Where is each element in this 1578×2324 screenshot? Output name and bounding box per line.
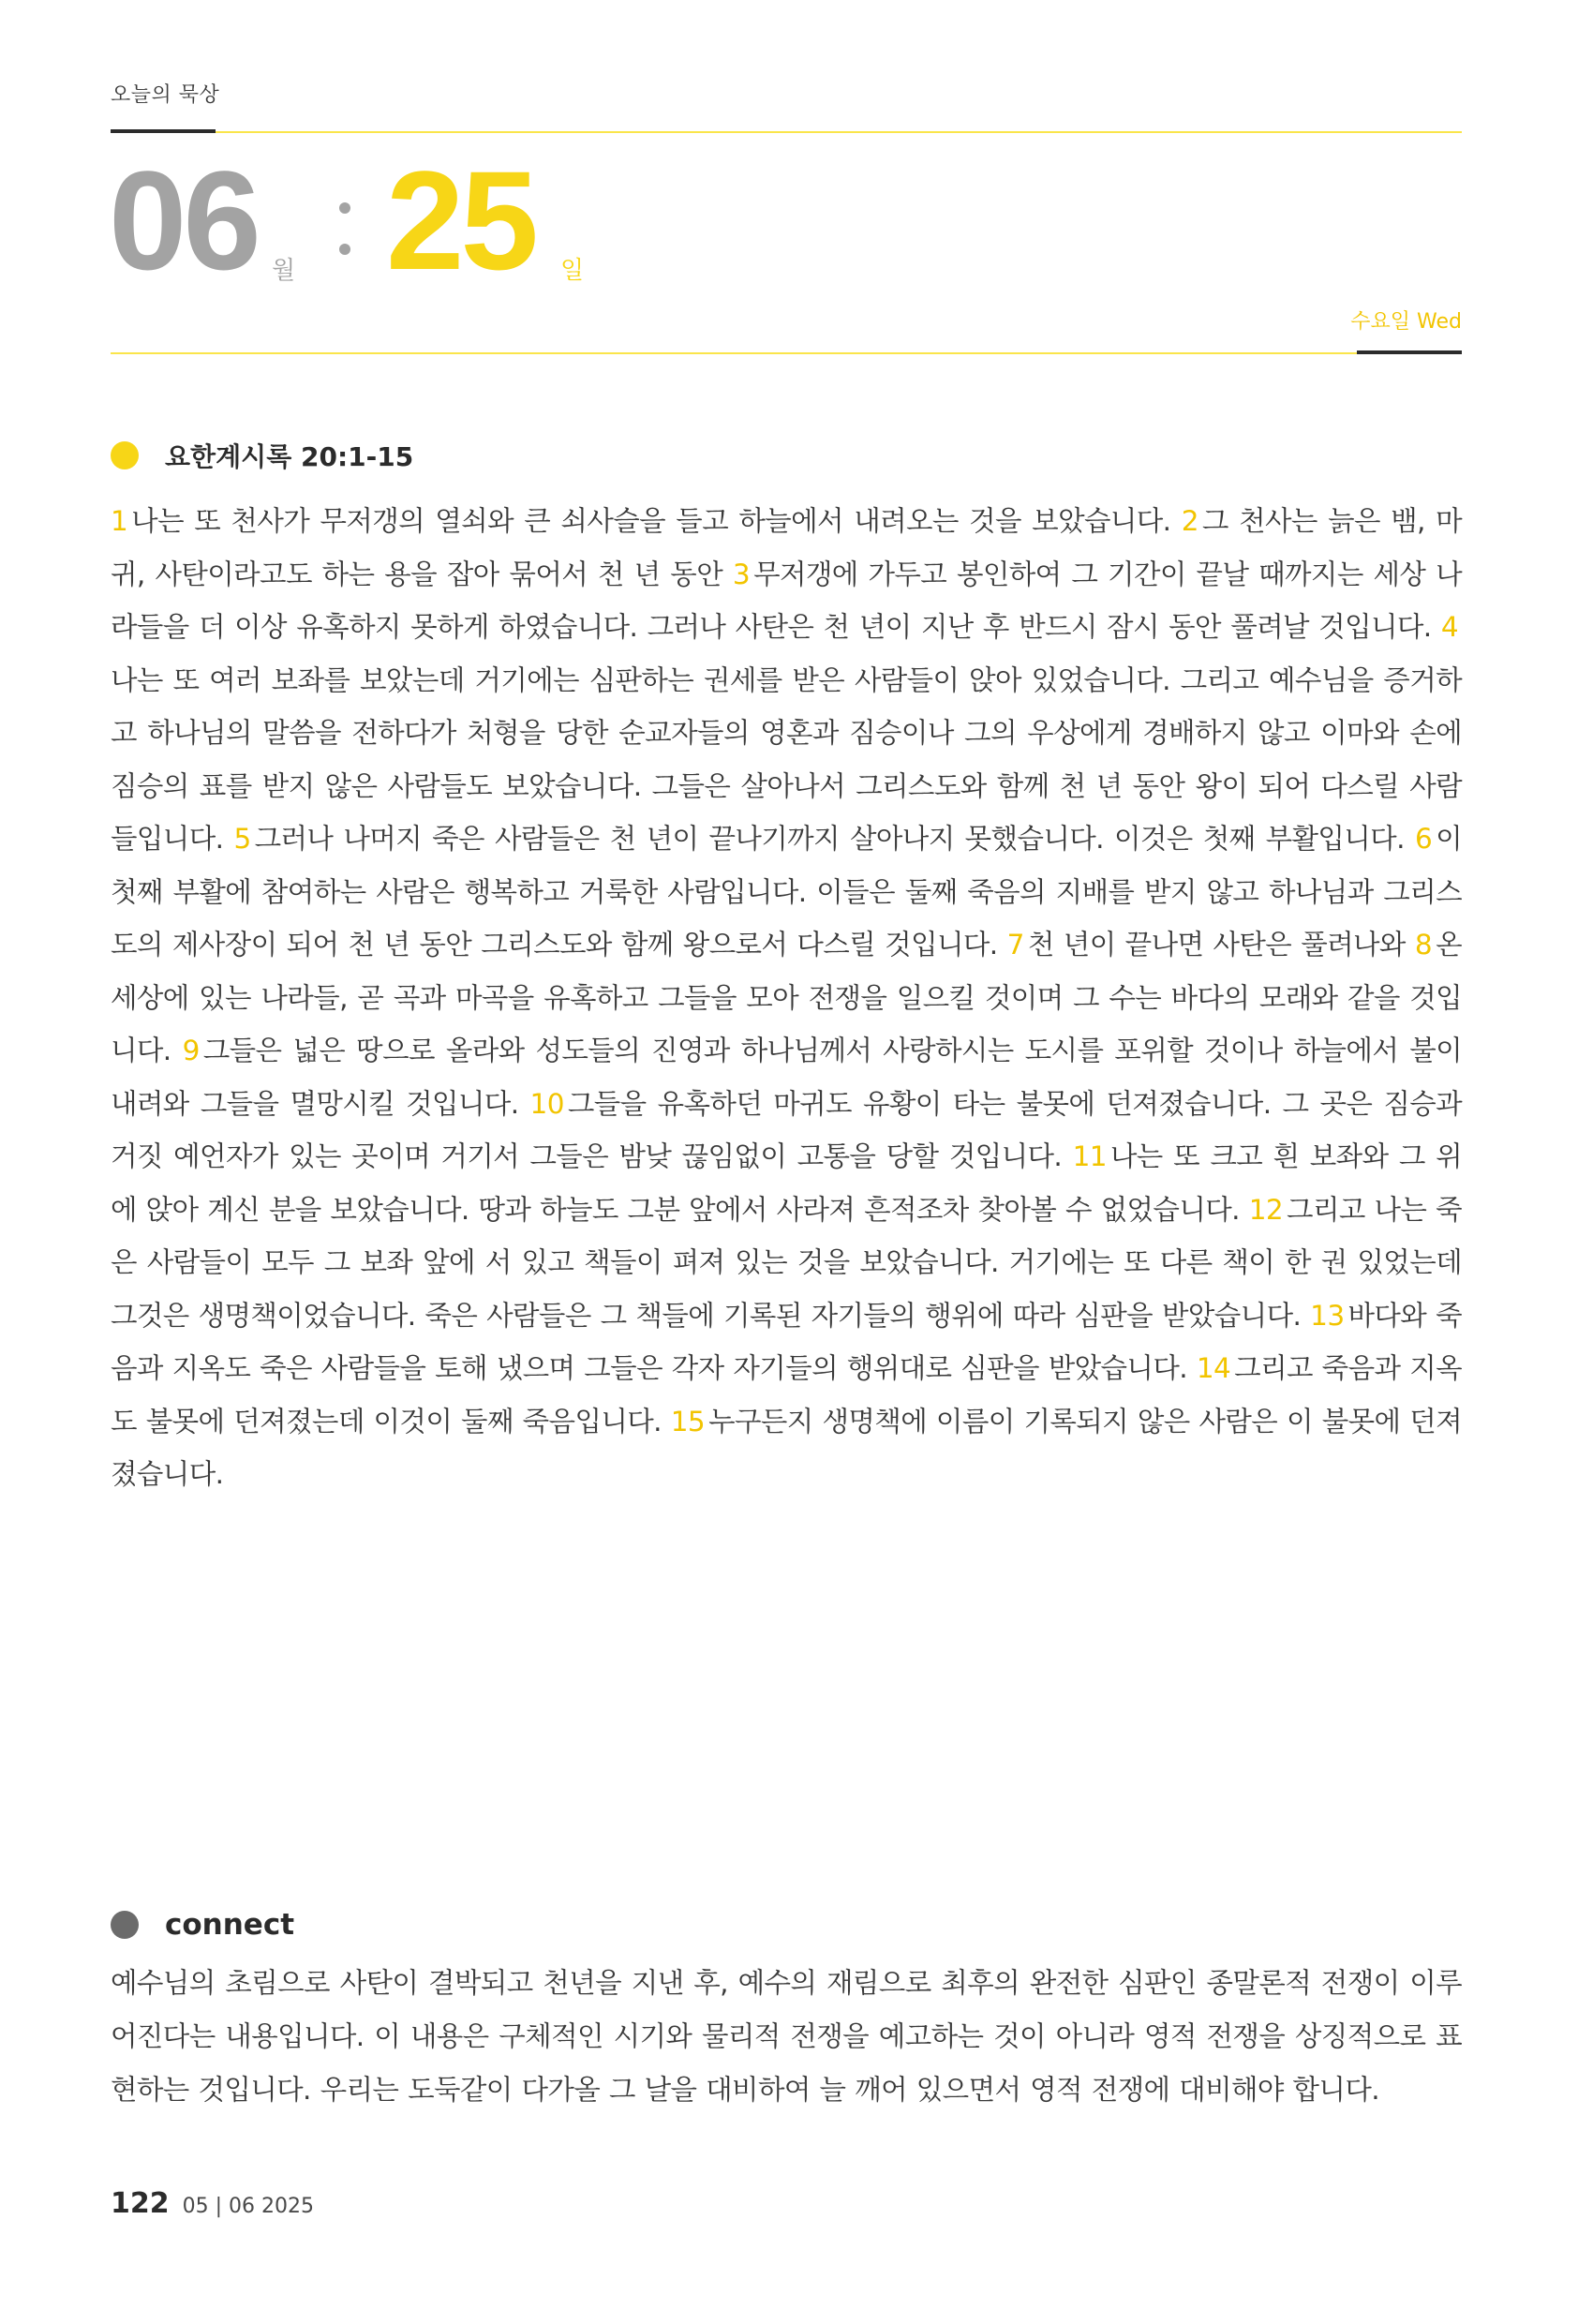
- top-divider-dark: [111, 129, 216, 133]
- page-footer: [111, 2187, 314, 2220]
- verse-number: 1: [111, 505, 128, 537]
- verse-number: 6: [1414, 823, 1433, 855]
- verse-number: 7: [1006, 929, 1024, 961]
- scripture-heading: [111, 437, 413, 474]
- page-number: 122: [111, 2187, 170, 2220]
- verse-number: 11: [1072, 1140, 1107, 1172]
- scripture-reference: 요한계시록 20:1-15: [165, 441, 414, 472]
- issue-label: 05 | 06 2025: [182, 2195, 314, 2218]
- month-number: 06: [109, 142, 258, 299]
- date-divider-yellow: [111, 352, 1357, 354]
- verse-text: 이 첫째 부활에 참여하는 사람은 행복하고 거룩한 사람입니다. 이들은 둘째 죽음의 지배를 받지 않고 하나님과 그리스도의 제사장이 되어 천 년 동안 그리스도와 함께 왕으로서 다스릴 것입니다.: [111, 823, 1463, 961]
- weekday-label: 수요일 Wed: [1350, 310, 1462, 334]
- verse-text: 그들은 넓은 땅으로 올라와 성도들의 진영과 하나님께서 사랑하시는 도시를 포위할 것이나 하늘에서 불이 내려와 그들을 멸망시킬 것입니다.: [111, 1035, 1462, 1120]
- connect-title: connect: [165, 1908, 295, 1942]
- verse-number: 8: [1414, 929, 1433, 961]
- verse: [1007, 929, 1406, 961]
- verse-text: 그러나 나머지 죽은 사람들은 천 년이 끝나기까지 살아나지 못했습니다. 이것은 첫째 부활입니다.: [254, 823, 1405, 855]
- verse-number: 5: [233, 823, 251, 855]
- verse-text: 무저갱에 가두고 봉인하여 그 기간이 끝날 때까지는 세상 나라들을 더 이상 유혹하지 못하게 하였습니다. 그러나 사탄은 천 년이 지난 후 반드시 잠시 동안 풀려날 것입니다.: [111, 558, 1463, 643]
- date-divider-dark: [1357, 350, 1462, 354]
- day-number: 25: [386, 142, 535, 299]
- verse-number: 13: [1310, 1299, 1345, 1332]
- yellow-bullet-icon: [111, 441, 139, 469]
- verse-number: 10: [529, 1087, 564, 1120]
- verse-text: 바다와 죽음과 지옥도 죽은 사람들을 토해 냈으며 그들은 각자 자기들의 행위대로 심판을 받았습니다.: [111, 1299, 1462, 1384]
- verse-text: 나는 또 크고 흰 보좌와 그 위에 앉아 계신 분을 보았습니다. 땅과 하늘도 그분 앞에서 사라져 흔적조차 찾아볼 수 없었습니다.: [111, 1140, 1462, 1226]
- day-unit: 일: [560, 257, 585, 285]
- verse: [111, 611, 1462, 855]
- verse-text: 그들을 유혹하던 마귀도 유황이 타는 불못에 던져졌습니다. 그 곳은 짐승과 거짓 예언자가 있는 곳이며 거기서 그들은 밤낮 끊임없이 고통을 당할 것입니다.: [111, 1087, 1463, 1172]
- verse-number: 12: [1248, 1193, 1284, 1226]
- scripture-passage: [111, 495, 1462, 1501]
- month-unit: 월: [272, 257, 296, 285]
- verse-number: 2: [1181, 505, 1198, 537]
- verse-text: 나는 또 여러 보좌를 보았는데 거기에는 심판하는 권세를 받은 사람들이 앉아 있었습니다. 그리고 예수님을 증거하고 하나님의 말씀을 전하다가 처형을 당한 순교자들의 영혼과 짐승이나 그의 우상에게 경배하지 않고 이마와 손에 짐승의 표를 받지 않은 사람들도 보았습니다. 그들은 살아나서 그리스도와 함께 천 년 동안 왕이 되어 다스릴 사람들입니다.: [111, 663, 1462, 855]
- verse-number: 14: [1196, 1352, 1231, 1384]
- gray-bullet-icon: [111, 1911, 139, 1939]
- verse-number: 3: [732, 558, 751, 590]
- verse-number: 4: [1440, 611, 1459, 643]
- verse-number: 9: [182, 1035, 200, 1066]
- verse: [111, 505, 1170, 537]
- date-colon-separator: [339, 195, 350, 270]
- verse-text: 온 세상에 있는 나라들, 곧 곡과 마곡을 유혹하고 그들을 모아 전쟁을 일으킬 것이며 그 수는 바다의 모래와 같을 것입니다.: [111, 929, 1462, 1066]
- verse-text: 그 천사는 늙은 뱀, 마귀, 사탄이라고도 하는 용을 잡아 묶어서 천 년 동안: [111, 505, 1463, 590]
- top-divider-yellow: [216, 131, 1462, 133]
- section-label: 오늘의 묵상: [111, 83, 220, 107]
- connect-paragraph: 예수님의 초림으로 사탄이 결박되고 천년을 지낸 후, 예수의 재림으로 최후의 완전한 심판인 종말론적 전쟁이 이루어진다는 내용입니다. 이 내용은 구체적인 시기와 물리적 전쟁을 예고하는 것이 아니라 영적 전쟁을 상징적으로 표현하는 것입니다. 우리는 도둑같이 다가올 그 날을 대비하여 늘 깨어 있으면서 영적 전쟁에 대비해야 합니다.: [111, 1967, 1462, 2106]
- connect-heading: [111, 1906, 294, 1944]
- verse-text: 그리고 나는 죽은 사람들이 모두 그 보좌 앞에 서 있고 책들이 펴져 있는 것을 보았습니다. 거기에는 또 다른 책이 한 권 있었는데 그것은 생명책이었습니다. 죽은 사람들은 그 책들에 기록된 자기들의 행위에 따라 심판을 받았습니다.: [111, 1193, 1463, 1332]
- verse: [233, 823, 1404, 855]
- verse-text: 누구든지 생명책에 이름이 기록되지 않은 사람은 이 불못에 던져졌습니다.: [111, 1405, 1462, 1490]
- verse-number: 15: [670, 1405, 706, 1438]
- verse-text: 그리고 죽음과 지옥도 불못에 던져졌는데 이것이 둘째 죽음입니다.: [111, 1352, 1462, 1438]
- verse-text: 천 년이 끝나면 사탄은 풀려나와: [1027, 929, 1406, 961]
- verse-text: 나는 또 천사가 무저갱의 열쇠와 큰 쇠사슬을 들고 하늘에서 내려오는 것을 보았습니다.: [131, 505, 1171, 537]
